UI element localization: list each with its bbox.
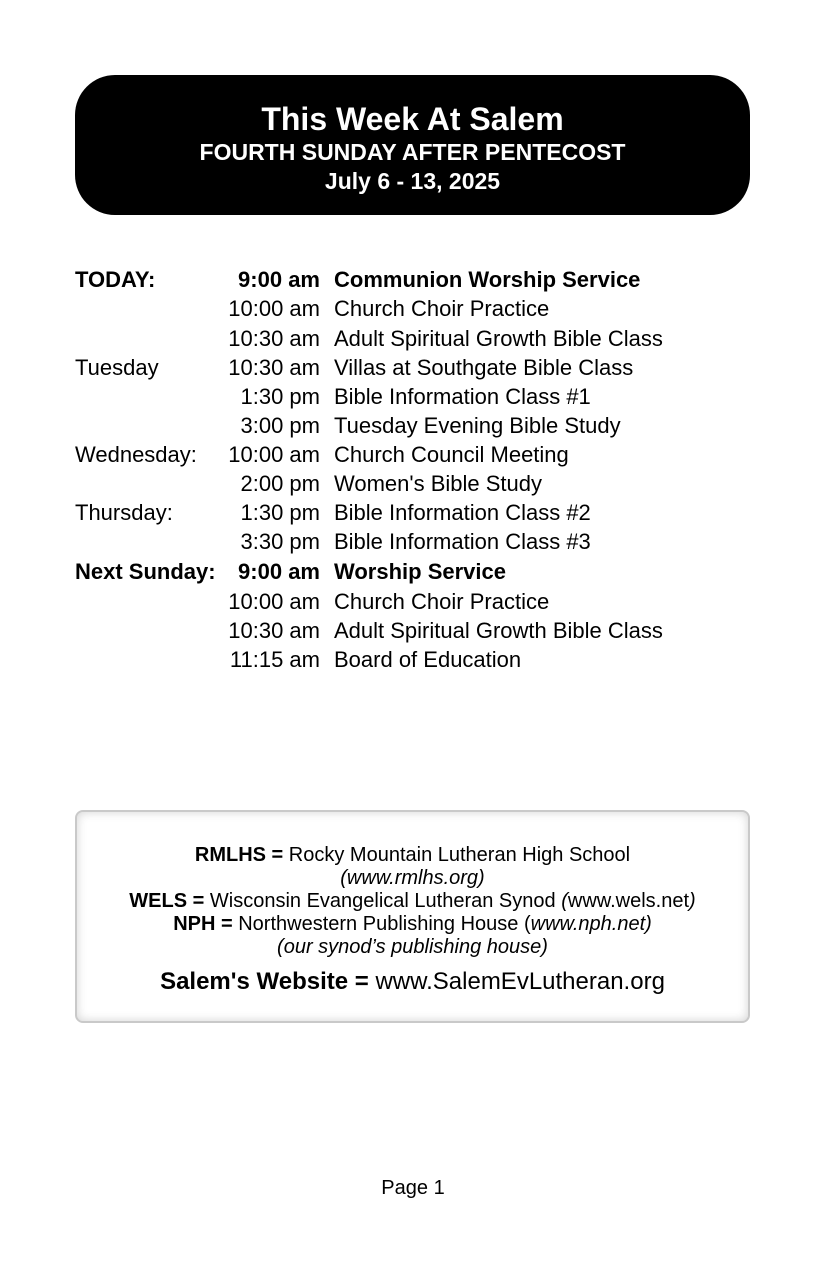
schedule-day: Thursday:: [75, 500, 173, 525]
schedule-event: Villas at Southgate Bible Class: [334, 355, 634, 380]
nph-line: [77, 913, 748, 936]
wels-paren-open: (: [561, 890, 568, 912]
schedule-day: Tuesday: [75, 355, 159, 380]
nph-name: Northwestern Publishing House: [238, 913, 519, 935]
schedule-time: 1:30 pm: [240, 384, 320, 409]
schedule-row: [75, 498, 775, 527]
schedule-row: [75, 382, 775, 411]
schedule-time: 3:00 pm: [240, 413, 320, 438]
schedule-event: Church Choir Practice: [334, 589, 550, 614]
schedule-event: Bible Information Class #3: [334, 529, 591, 554]
nph-note-line: [77, 936, 748, 959]
schedule-row: [75, 557, 775, 587]
schedule-row: [75, 645, 775, 674]
schedule-event: Bible Information Class #1: [334, 384, 591, 409]
wels-abbr: WELS =: [129, 890, 205, 912]
nph-paren-open: (: [523, 913, 531, 935]
schedule-event: Board of Education: [334, 647, 522, 672]
schedule-row: [75, 527, 775, 557]
header-banner: [75, 75, 750, 215]
date-range: July 6 - 13, 2025: [324, 168, 501, 194]
rmlhs-name: Rocky Mountain Lutheran High School: [288, 844, 631, 866]
nph-abbr: NPH =: [173, 913, 233, 935]
schedule-row: [75, 616, 775, 645]
schedule-event: Communion Worship Service: [334, 267, 641, 292]
schedule-row: [75, 587, 775, 616]
schedule-time: 10:00 am: [228, 296, 320, 321]
schedule-time: 2:00 pm: [240, 471, 320, 496]
website-label: Salem's Website =: [160, 968, 369, 995]
liturgical-day: FOURTH SUNDAY AFTER PENTECOST: [199, 139, 626, 165]
schedule-event: Bible Information Class #2: [334, 500, 591, 525]
schedule-row: [75, 411, 775, 440]
page-number: Page 1: [381, 1177, 445, 1199]
rmlhs-url-line: [77, 867, 748, 890]
schedule-time: 1:30 pm: [240, 500, 320, 525]
rmlhs-url: (www.rmlhs.org): [340, 867, 485, 889]
rmlhs-line: [77, 844, 748, 867]
schedule-time: 10:30 am: [228, 326, 320, 351]
schedule-row: [75, 324, 775, 353]
schedule-time: 10:00 am: [228, 442, 320, 467]
schedule-time: 3:30 pm: [240, 529, 320, 554]
weekly-schedule: [75, 265, 775, 674]
page-title: This Week At Salem: [261, 101, 564, 137]
schedule-event: Church Choir Practice: [334, 296, 550, 321]
wels-url: www.wels.net: [567, 890, 690, 912]
rmlhs-abbr: RMLHS =: [194, 844, 284, 866]
wels-paren-close: ): [689, 890, 696, 912]
schedule-time: 10:30 am: [228, 618, 320, 643]
schedule-event: Church Council Meeting: [334, 442, 569, 467]
website-line: [77, 967, 748, 997]
schedule-event: Adult Spiritual Growth Bible Class: [334, 618, 663, 643]
wels-line: [77, 890, 748, 913]
schedule-day: TODAY:: [75, 267, 156, 292]
website-url: www.SalemEvLutheran.org: [375, 968, 665, 995]
schedule-time: 10:30 am: [228, 355, 320, 380]
wels-name: Wisconsin Evangelical Lutheran Synod: [209, 890, 556, 912]
schedule-event: Worship Service: [334, 559, 506, 584]
schedule-row: [75, 353, 775, 382]
nph-note: (our synod’s publishing house): [277, 936, 548, 958]
schedule-event: Women's Bible Study: [334, 471, 543, 496]
schedule-row: [75, 265, 775, 294]
schedule-row: [75, 469, 775, 498]
schedule-day: Wednesday:: [75, 442, 197, 467]
schedule-event: Adult Spiritual Growth Bible Class: [334, 326, 663, 351]
schedule-time: 11:15 am: [229, 647, 320, 672]
schedule-row: [75, 440, 775, 469]
schedule-day: Next Sunday:: [75, 559, 216, 584]
abbreviations-box: [75, 810, 750, 1023]
schedule-time: 10:00 am: [228, 589, 320, 614]
nph-url: www.nph.net): [530, 913, 652, 935]
schedule-row: [75, 294, 775, 324]
schedule-time: 9:00 am: [238, 559, 320, 584]
schedule-event: Tuesday Evening Bible Study: [334, 413, 621, 438]
schedule-time: 9:00 am: [238, 267, 320, 292]
